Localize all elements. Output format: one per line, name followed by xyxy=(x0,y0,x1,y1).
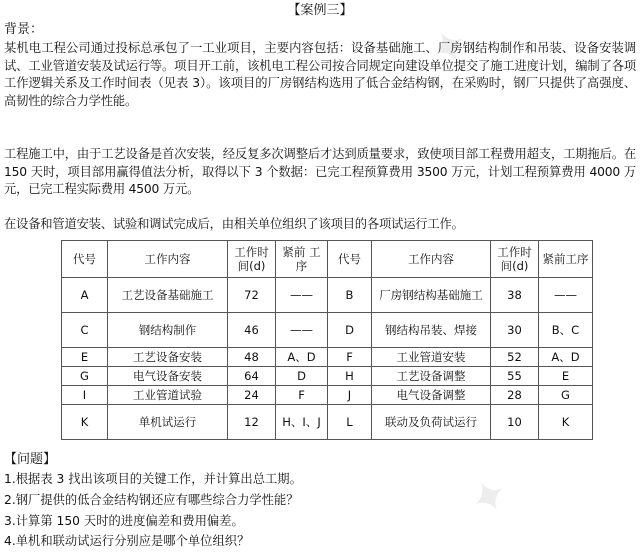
table-header-cell: 代号 xyxy=(328,241,372,278)
table-header-row xyxy=(62,241,593,278)
table-cell: —— xyxy=(276,278,328,313)
table-cell: B xyxy=(328,278,372,313)
background-paragraph: 某机电工程公司通过投标总承包了一工业项目，主要内容包括：设备基础施工、厂房钢结构制作和吊装、设备安装调试、工业管道安装及试运行等。项目开工前，该机电工程公司按合同规定向建设单位提交了施工进度计划，编制了各项工作逻辑关系及工作时间表（见表 3）。该项目的厂房钢结构选用了低合金结构钢，在采购时，钢厂只提供了高强度、高韧性的综合力学性能。 xyxy=(4,41,636,108)
table-row xyxy=(62,386,593,405)
table-cell: H xyxy=(328,367,372,386)
table-cell: 38 xyxy=(491,278,539,313)
table-cell: G xyxy=(539,386,593,405)
table-row xyxy=(62,405,593,440)
table-row xyxy=(62,278,593,313)
questions-label: 【问题】 xyxy=(4,452,57,467)
table-cell: I xyxy=(62,386,108,405)
table-cell: 24 xyxy=(228,386,276,405)
table-header-cell: 工作时间(d) xyxy=(228,241,276,278)
table-cell: 55 xyxy=(491,367,539,386)
table-cell: —— xyxy=(276,313,328,348)
table-cell: 52 xyxy=(491,348,539,367)
table-cell: E xyxy=(62,348,108,367)
table-cell: 电气设备调整 xyxy=(372,386,491,405)
table-cell: A、D xyxy=(539,348,593,367)
table-cell: 28 xyxy=(491,386,539,405)
table-cell: 单机试运行 xyxy=(108,405,228,440)
table-cell: L xyxy=(328,405,372,440)
case-title: 【案例三】 xyxy=(287,3,353,18)
table-row xyxy=(62,313,593,348)
table-cell: C xyxy=(62,313,108,348)
table-cell: 厂房钢结构基础施工 xyxy=(372,278,491,313)
table-cell: J xyxy=(328,386,372,405)
table-cell: 48 xyxy=(228,348,276,367)
table-cell: —— xyxy=(539,278,593,313)
table-cell: D xyxy=(328,313,372,348)
table-cell: 工艺设备调整 xyxy=(372,367,491,386)
question-item: 2.钢厂提供的低合金结构钢还应有哪些综合力学性能？ xyxy=(4,493,299,507)
work-schedule-table xyxy=(61,240,593,440)
table-header-cell: 工作内容 xyxy=(372,241,491,278)
table-cell: A、D xyxy=(276,348,328,367)
table-cell: 工业管道安装 xyxy=(372,348,491,367)
table-header-cell: 紧前工序 xyxy=(539,241,593,278)
table-cell: D xyxy=(276,367,328,386)
table-cell: 64 xyxy=(228,367,276,386)
table-cell: 钢结构制作 xyxy=(108,313,228,348)
watermark: ✦ xyxy=(419,13,480,81)
table-cell: K xyxy=(539,405,593,440)
table-row xyxy=(62,367,593,386)
question-item: 1.根据表 3 找出该项目的关键工作，并计算出总工期。 xyxy=(4,472,302,486)
table-cell: 联动及负荷试运行 xyxy=(372,405,491,440)
background-paragraph: 在设备和管道安装、试验和调试完成后，由相关单位组织了该项目的各项试运行工作。 xyxy=(4,217,464,231)
table-row xyxy=(62,348,593,367)
table-cell: 工艺设备安装 xyxy=(108,348,228,367)
background-paragraph: 工程施工中，由于工艺设备是首次安装，经反复多次调整后才达到质量要求，致使项目部工程费用超支，工期拖后。在 150 天时，项目部用赢得值法分析，取得以下 3 个数据：已完工程预算费用 3500 万元，计划工程预算费用 4000 万元，已完工程实际费用 4500 万元。 xyxy=(4,147,636,196)
table-cell: F xyxy=(328,348,372,367)
table-cell: 46 xyxy=(228,313,276,348)
table-header-cell: 工作内容 xyxy=(108,241,228,278)
table-header-cell: 代号 xyxy=(62,241,108,278)
table-header-cell: 工作时间(d) xyxy=(491,241,539,278)
table-cell: 30 xyxy=(491,313,539,348)
table-cell: G xyxy=(62,367,108,386)
table-cell: 工艺设备基础施工 xyxy=(108,278,228,313)
table-cell: H、I、J xyxy=(276,405,328,440)
question-item: 3.计算第 150 天时的进度偏差和费用偏差。 xyxy=(4,514,244,528)
table-cell: 工业管道试验 xyxy=(108,386,228,405)
table-cell: 72 xyxy=(228,278,276,313)
table-header-cell: 紧前 工序 xyxy=(276,241,328,278)
table-cell: K xyxy=(62,405,108,440)
table-cell: A xyxy=(62,278,108,313)
question-item: 4.单机和联动试运行分别应是哪个单位组织？ xyxy=(4,534,250,548)
table-cell: E xyxy=(539,367,593,386)
table-cell: 电气设备安装 xyxy=(108,367,228,386)
background-label: 背景： xyxy=(4,22,44,37)
table-cell: B、C xyxy=(539,313,593,348)
table-cell: F xyxy=(276,386,328,405)
table-cell: 12 xyxy=(228,405,276,440)
table-cell: 钢结构吊装、焊接 xyxy=(372,313,491,348)
watermark: ✦ xyxy=(459,463,520,531)
table-cell: 10 xyxy=(491,405,539,440)
